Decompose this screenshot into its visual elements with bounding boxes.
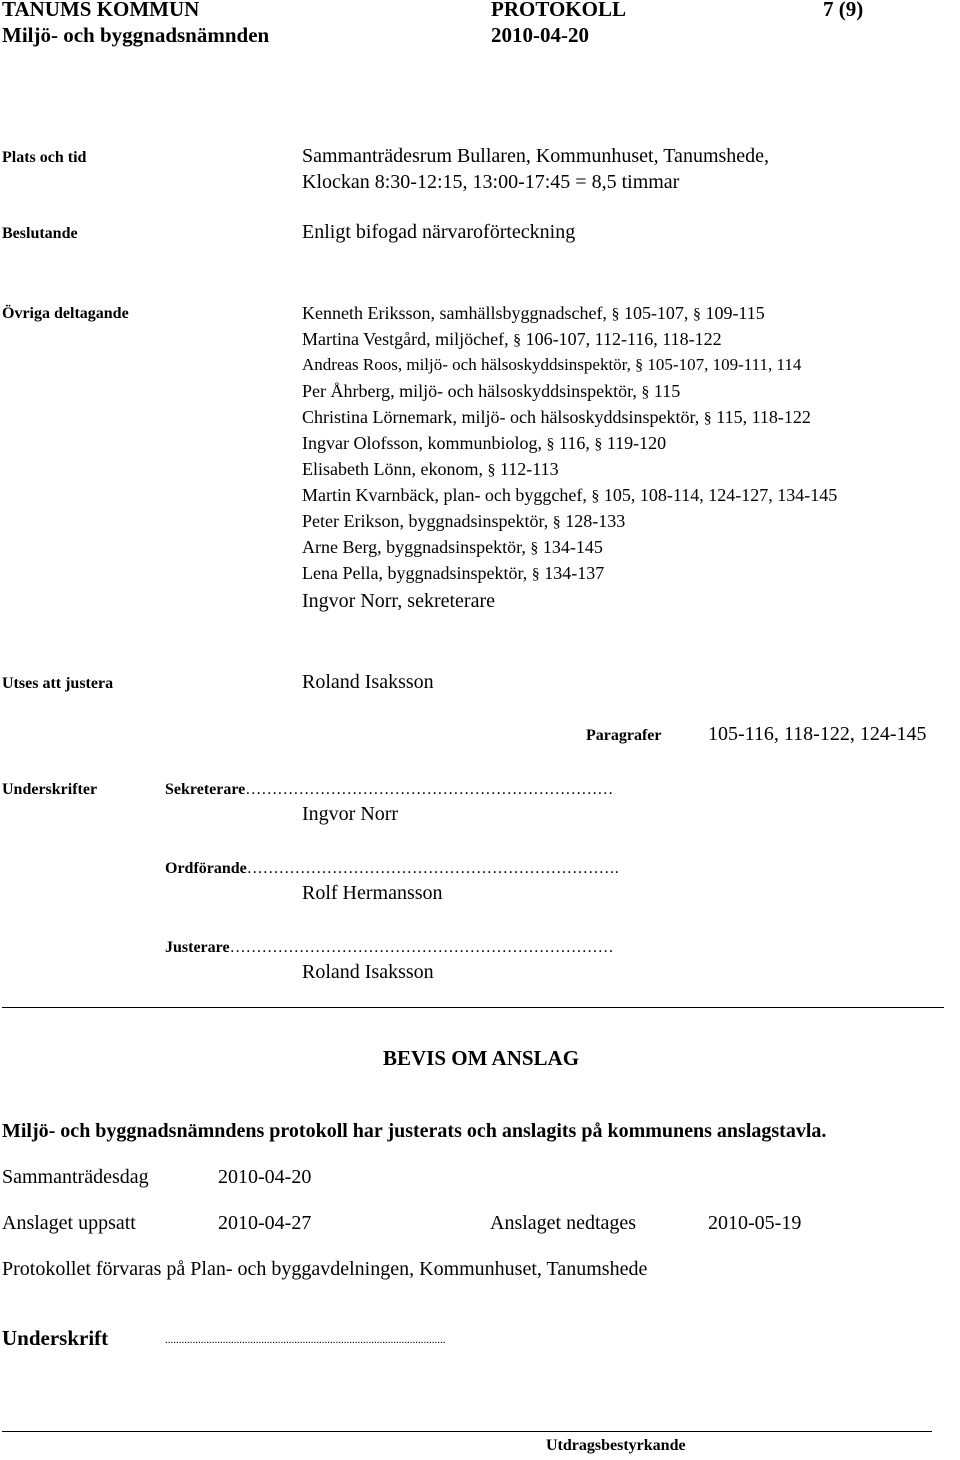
extract-line [2, 1431, 932, 1432]
section-ref: 109-111, [712, 355, 773, 374]
participant-row [302, 381, 680, 402]
section-sign-icon: § [530, 540, 539, 557]
section-ref: 134-145 [542, 537, 603, 557]
deciding-label: Beslutande [2, 225, 78, 242]
section-ref: 115 [653, 381, 681, 401]
secretary-role: Sekreterare…………………………………………………………… [165, 781, 614, 798]
section-ref: 128-133 [565, 511, 626, 531]
adjust-value: Roland Isaksson [302, 671, 434, 693]
section-ref: 116, [559, 433, 590, 453]
section-sign-icon: § [635, 357, 644, 374]
secretary-name: Ingvor Norr [302, 803, 399, 825]
participant-row [302, 537, 603, 558]
participant-name: Kenneth Eriksson, samhällsbyggnadschef, [302, 303, 607, 323]
participant-row [302, 590, 495, 613]
storage-text: Protokollet förvaras på Plan- och byggavdelningen, Kommunhuset, Tanumshede [2, 1258, 648, 1280]
section-sign-icon: § [591, 488, 600, 505]
deciding-value: Enligt bifogad närvaroförteckning [302, 221, 576, 243]
participant-row [302, 459, 559, 480]
chairman-name: Rolf Hermansson [302, 882, 443, 904]
notice-title: BEVIS OM ANSLAG [383, 1046, 580, 1070]
participant-row [302, 303, 765, 324]
section-ref: 112-113 [499, 459, 559, 479]
participant-row [302, 433, 666, 454]
section-sign-icon: § [546, 436, 555, 453]
section-sign-icon: § [611, 306, 620, 323]
signature-dots: ...................................................................................................... [165, 1334, 446, 1346]
participant-name: Christina Lörnemark, miljö- och hälsoskyddsinspektör, [302, 407, 700, 427]
place-line-1: Sammanträdesrum Bullaren, Kommunhuset, Tanumshede, [302, 145, 770, 167]
extract-label: Utdragsbestyrkande [546, 1437, 686, 1454]
org-name: TANUMS KOMMUN [2, 0, 200, 21]
section-ref: 106-107, [525, 329, 591, 349]
section-ref: 114 [776, 355, 802, 374]
section-ref: 118-122 [751, 407, 811, 427]
place-label: Plats och tid [2, 149, 87, 166]
removed-date: 2010-05-19 [708, 1212, 802, 1234]
participant-name: Andreas Roos, miljö- och hälsoskyddsinspektör, [302, 355, 631, 374]
participant-row [302, 563, 604, 584]
section-ref: 109-115 [705, 303, 765, 323]
section-divider [2, 1007, 944, 1008]
section-ref: 105-107, [623, 303, 689, 323]
participant-row [302, 485, 837, 506]
participant-row [302, 355, 801, 375]
section-sign-icon: § [531, 566, 540, 583]
paragraphs-value: 105-116, 118-122, 124-145 [708, 723, 927, 745]
page-number: 7 (9) [823, 0, 864, 21]
section-ref: 112-116, [594, 329, 658, 349]
committee-name: Miljö- och byggnadsnämnden [2, 23, 270, 47]
section-sign-icon: § [487, 462, 496, 479]
section-ref: 105-107, [647, 355, 709, 374]
section-sign-icon: § [703, 410, 712, 427]
notice-statement: Miljö- och byggnadsnämndens protokoll har justerats och anslagits på kommunens anslagstavla. [2, 1120, 827, 1142]
participant-name: Elisabeth Lönn, ekonom, [302, 459, 483, 479]
participant-name: Ingvar Olofsson, kommunbiolog, [302, 433, 542, 453]
paragraphs-label: Paragrafer [586, 727, 662, 744]
posted-date: 2010-04-27 [218, 1212, 312, 1234]
posted-label: Anslaget uppsatt [2, 1212, 136, 1234]
meeting-date: 2010-04-20 [218, 1166, 312, 1188]
adjuster-name: Roland Isaksson [302, 961, 434, 983]
participant-row [302, 329, 722, 350]
participants-label: Övriga deltagande [2, 305, 129, 322]
participant-name: Arne Berg, byggnadsinspektör, [302, 537, 526, 557]
place-line-2: Klockan 8:30-12:15, 13:00-17:45 = 8,5 timmar [302, 171, 680, 193]
signatures-label: Underskrifter [2, 781, 98, 798]
signature-label: Underskrift [2, 1326, 109, 1350]
participant-name: Martina Vestgård, miljöchef, [302, 329, 509, 349]
participant-name: Per Åhrberg, miljö- och hälsoskyddsinspektör, [302, 381, 637, 401]
header-date: 2010-04-20 [491, 23, 589, 47]
document-type: PROTOKOLL [491, 0, 626, 21]
section-ref: 118-122 [662, 329, 722, 349]
section-sign-icon: § [692, 306, 701, 323]
participant-row [302, 407, 811, 428]
section-ref: 134-137 [544, 563, 605, 583]
section-sign-icon: § [513, 332, 522, 349]
removed-label: Anslaget nedtages [490, 1212, 637, 1234]
section-ref: 115, [716, 407, 748, 427]
participant-row [302, 511, 625, 532]
participant-name: Martin Kvarnbäck, plan- och byggchef, [302, 485, 587, 505]
meeting-date-label: Sammanträdesdag [2, 1166, 149, 1188]
adjust-label: Utses att justera [2, 675, 114, 692]
chairman-role: Ordförande……………………………………………………………. [165, 860, 619, 877]
adjuster-role: Justerare……………………………………………………………… [165, 939, 614, 956]
participant-name: Peter Erikson, byggnadsinspektör, [302, 511, 549, 531]
section-sign-icon: § [641, 384, 650, 401]
section-ref: 119-120 [606, 433, 667, 453]
participant-name: Ingvor Norr, sekreterare [302, 590, 495, 612]
participant-name: Lena Pella, byggnadsinspektör, [302, 563, 528, 583]
section-sign-icon: § [552, 514, 561, 531]
section-sign-icon: § [594, 436, 603, 453]
section-ref: 105, 108-114, 124-127, 134-145 [603, 485, 838, 505]
